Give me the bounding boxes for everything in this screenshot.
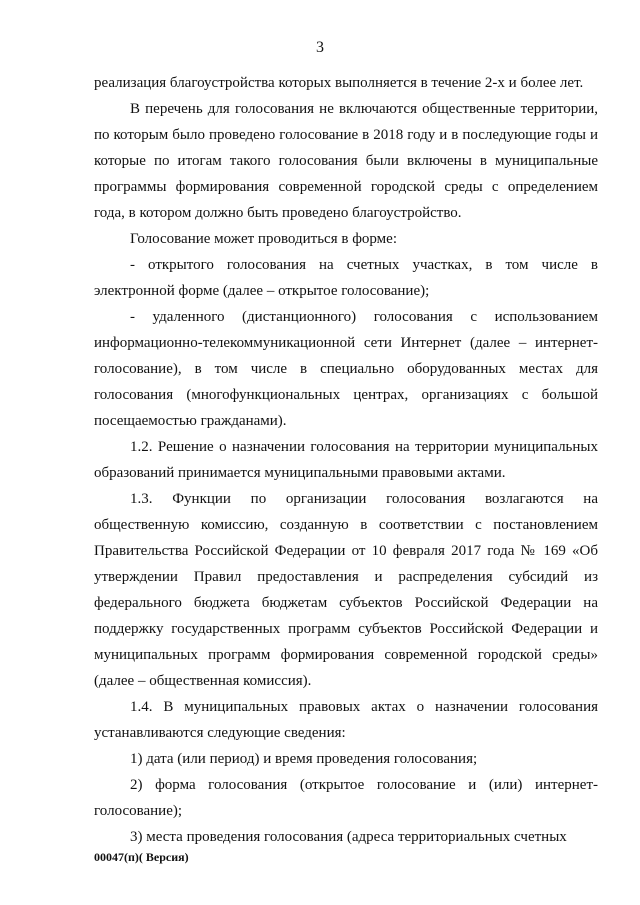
- list-item: 1) дата (или период) и время проведения голосования;: [130, 751, 478, 767]
- paragraph: 1.2. Решение о назначении голосования на территории муниципальных образований принимается муниципальными правовыми актами.: [94, 439, 598, 481]
- list-item: - открытого голосования на счетных участках, в том числе в электронной форме (далее – открытое голосование);: [94, 257, 598, 299]
- document-body: [94, 70, 598, 850]
- list-item: 3) места проведения голосования (адреса территориальных счетных: [130, 829, 567, 845]
- paragraph: реализация благоустройства которых выполняется в течение 2-х и более лет.: [94, 75, 584, 91]
- list-item: 2) форма голосования (открытое голосование и (или) интернет-голосование);: [94, 777, 598, 819]
- page-number: 3: [316, 39, 324, 56]
- paragraph: 1.4. В муниципальных правовых актах о назначении голосования устанавливаются следующие сведения:: [94, 699, 598, 741]
- paragraph: 1.3. Функции по организации голосования возлагаются на общественную комиссию, созданную в соответствии с постановлением Правительства Российской Федерации от 10 февраля 2017 года № 169 «Об утверждении Правил предоставления и распределения субсидий из федерального бюджета бюджетам субъектов Российской Федерации на поддержку государственных программ субъектов Российской Федерации и муниципальных программ формирования современной городской среды» (далее – общественная комиссия).: [94, 491, 598, 689]
- list-item: - удаленного (дистанционного) голосования с использованием информационно-телекоммуникационной сети Интернет (далее – интернет-голосование), в том числе в специально оборудованных местах для голосования (многофункциональных центрах, организациях с большой посещаемостью гражданами).: [94, 309, 598, 429]
- document-footer: 00047(п)( Версия): [94, 850, 189, 864]
- paragraph: Голосование может проводиться в форме:: [130, 231, 398, 247]
- paragraph: В перечень для голосования не включаются общественные территории, по которым было проведено голосование в 2018 году и в последующие годы и которые по итогам такого голосования были включены в муниципальные программы формирования современной городской среды с определением года, в котором должно быть проведено благоустройство.: [94, 101, 598, 221]
